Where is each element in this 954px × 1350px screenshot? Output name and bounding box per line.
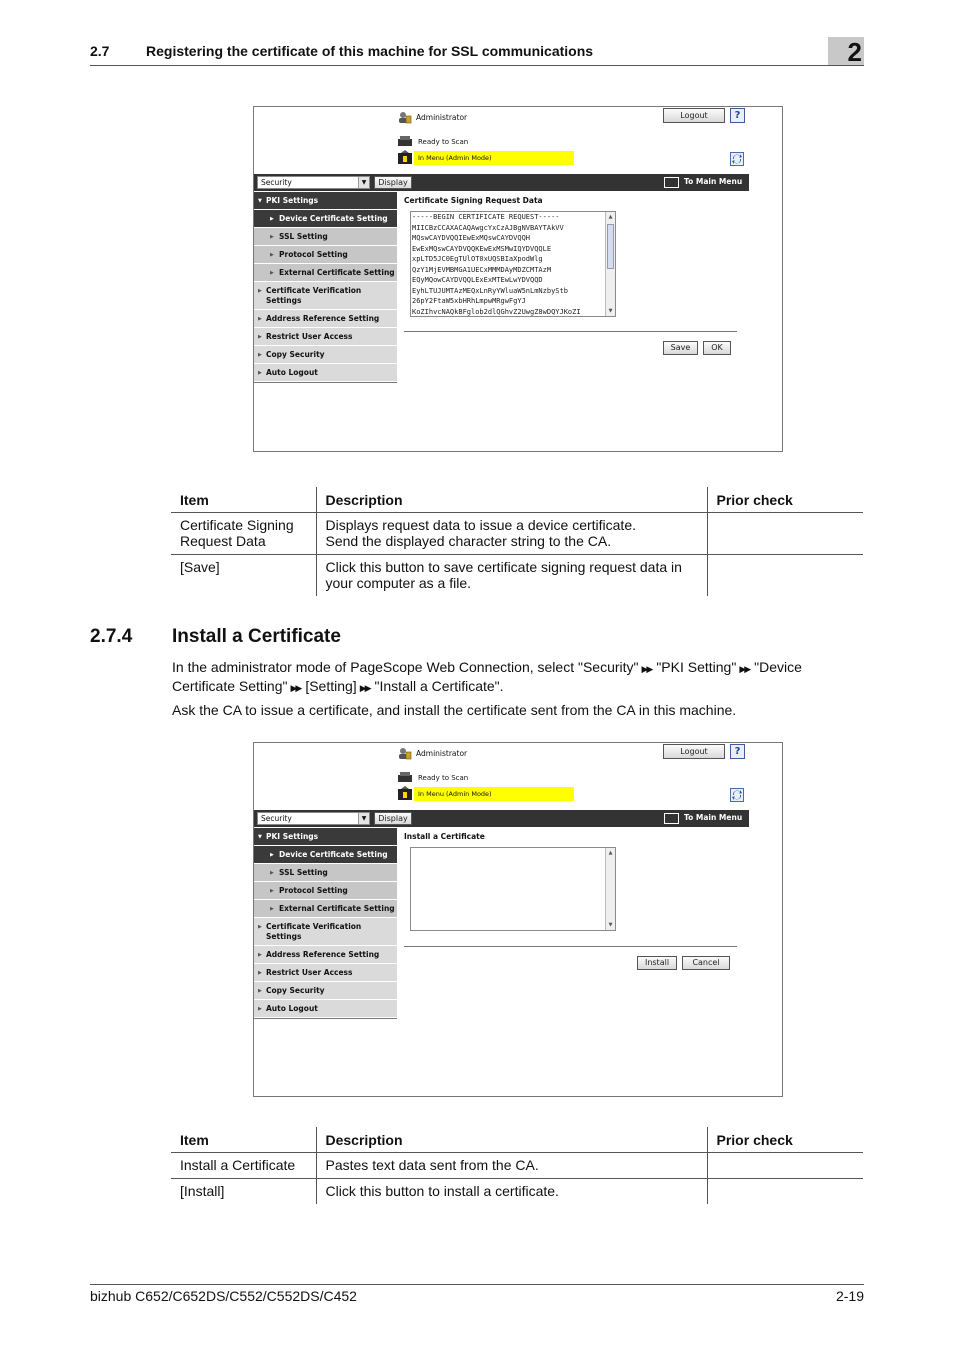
item-text: [Save]	[180, 559, 220, 575]
column-header-item: Item	[171, 487, 316, 513]
help-button[interactable]: ?	[730, 108, 745, 123]
description-cell: Pastes text data sent from the CA.	[316, 1153, 707, 1179]
description-cell: Click this button to install a certificate.	[316, 1179, 707, 1205]
menu-copy-security[interactable]: ▶ Copy Security	[254, 346, 397, 364]
device-status-label: Ready to Scan	[418, 774, 469, 782]
screenshot-csr-data	[253, 106, 783, 452]
device-status-label: Ready to Scan	[418, 138, 469, 146]
display-button[interactable]: Display	[374, 812, 412, 825]
chevron-down-icon[interactable]: ▼	[358, 177, 369, 188]
chapter-number-badge: 2	[828, 37, 864, 65]
install-button[interactable]: Install	[637, 956, 677, 970]
mode-status-bar: In Menu (Admin Mode)	[414, 787, 574, 801]
scroll-down-icon[interactable]: ▼	[608, 922, 613, 928]
page-header	[90, 37, 864, 67]
menu-device-certificate-setting[interactable]: ▶ Device Certificate Setting	[254, 846, 397, 864]
csr-line: MQswCAYDVQQIEwExMQswCAYDVQQH	[412, 234, 531, 242]
para-text: Certificate Setting"	[172, 678, 288, 694]
description-table-1	[171, 487, 863, 596]
help-button[interactable]: ?	[730, 744, 745, 759]
csr-line: -----BEGIN CERTIFICATE REQUEST-----	[412, 213, 560, 221]
menu-auto-logout[interactable]: ▶ Auto Logout	[254, 364, 397, 382]
arrow-icon: ▶▶	[641, 664, 652, 674]
footer-page-number: 2-19	[835, 1288, 864, 1304]
column-header-item: Item	[171, 1127, 316, 1153]
instruction-paragraph-2: Ask the CA to issue a certificate, and install the certificate sent from the CA in this machine.	[172, 702, 737, 718]
csr-line: MIICBzCCAXACAQAwgcYxCzAJBgNVBAYTAkVV	[412, 223, 564, 232]
top-navigation-bar	[254, 174, 749, 191]
table-header-row	[171, 487, 863, 513]
top-navigation-bar	[254, 810, 749, 827]
column-header-description: Description	[316, 487, 707, 513]
item-cell: [Install]	[180, 1183, 225, 1199]
csr-data-textarea[interactable]	[410, 211, 616, 317]
menu-protocol-setting[interactable]: ▶ Protocol Setting	[254, 246, 397, 264]
administrator-label: Administrator	[416, 749, 468, 758]
arrow-icon: ▶▶	[290, 683, 301, 693]
ok-button[interactable]: OK	[703, 341, 731, 355]
csr-line: EyhLTUJUMTAzMEQxLnRyYWluaW5nLmNzbyStb	[412, 286, 568, 295]
description-text: Click this button to save certificate signing request data in	[325, 559, 682, 575]
panel-divider	[404, 946, 737, 947]
menu-external-certificate-setting[interactable]: ▶ External Certificate Setting	[254, 900, 397, 918]
refresh-icon[interactable]	[730, 152, 744, 166]
logout-button[interactable]: Logout	[663, 744, 725, 759]
item-cell	[171, 513, 316, 555]
table-row	[171, 555, 863, 597]
side-menu	[254, 828, 397, 1019]
item-cell: Install a Certificate	[171, 1153, 316, 1179]
column-header-prior-check: Prior check	[707, 1127, 863, 1153]
menu-certificate-verification-settings[interactable]: ▶ Certificate Verification Settings	[254, 282, 397, 310]
description-table-2	[171, 1127, 863, 1204]
mode-status-bar: In Menu (Admin Mode)	[414, 151, 574, 165]
menu-pki-settings[interactable]: ▼ PKI Settings	[254, 192, 397, 210]
scroll-up-icon[interactable]: ▲	[608, 214, 613, 220]
menu-external-certificate-setting[interactable]: ▶ External Certificate Setting	[254, 264, 397, 282]
para-text: In the administrator mode of PageScope Web Connection, select "Security"	[172, 659, 639, 675]
menu-restrict-user-access[interactable]: ▶ Restrict User Access	[254, 328, 397, 346]
textarea-scrollbar[interactable]	[605, 848, 615, 930]
side-menu	[254, 192, 397, 383]
section-title: Install a Certificate	[172, 626, 341, 647]
table-row	[171, 1153, 863, 1179]
arrow-icon: ▶▶	[739, 664, 750, 674]
prior-check-cell	[707, 513, 863, 555]
para-text: [Setting]	[305, 678, 357, 694]
scroll-up-icon[interactable]: ▲	[608, 850, 613, 856]
scroll-down-icon[interactable]: ▼	[608, 308, 613, 314]
administrator-icon	[398, 746, 412, 760]
description-cell	[316, 513, 707, 555]
csr-line: KoZIhvcNAQkBFglob2dlQGhvZ2UwgZ8wDQYJKoZI	[412, 307, 581, 316]
category-select[interactable]	[257, 812, 370, 825]
csr-line: 26pY2FtaW5xbHRhLmpwMRgwFgYJ	[412, 297, 526, 305]
header-title: Registering the certificate of this machine for SSL communications	[146, 43, 594, 59]
item-text: Certificate Signing	[180, 517, 294, 533]
main-menu-icon[interactable]	[664, 813, 679, 824]
description-text: Send the displayed character string to the CA.	[325, 533, 612, 549]
header-section-number: 2.7	[90, 43, 110, 59]
table-row	[171, 1179, 863, 1205]
menu-copy-security[interactable]: ▶ Copy Security	[254, 982, 397, 1000]
menu-address-reference-setting[interactable]: ▶ Address Reference Setting	[254, 310, 397, 328]
column-header-description: Description	[316, 1127, 707, 1153]
panel-title: Certificate Signing Request Data	[404, 196, 543, 205]
mode-status-icon	[397, 786, 413, 801]
item-cell	[171, 555, 316, 597]
para-text: "PKI Setting"	[656, 659, 737, 675]
menu-device-certificate-setting[interactable]: ▶ Device Certificate Setting	[254, 210, 397, 228]
to-main-menu-link[interactable]: To Main Menu	[684, 813, 743, 822]
description-text: your computer as a file.	[325, 575, 472, 591]
table-header-row	[171, 1127, 863, 1153]
save-button[interactable]: Save	[663, 341, 698, 355]
category-select[interactable]	[257, 176, 370, 189]
menu-pki-settings[interactable]: ▼ PKI Settings	[254, 828, 397, 846]
panel-title: Install a Certificate	[404, 832, 485, 841]
menu-restrict-user-access[interactable]: ▶ Restrict User Access	[254, 964, 397, 982]
footer-model: bizhub C652/C652DS/C552/C552DS/C452	[90, 1288, 357, 1304]
item-text: Request Data	[180, 533, 266, 549]
prior-check-cell	[707, 1153, 863, 1179]
menu-ssl-setting[interactable]: ▶ SSL Setting	[254, 228, 397, 246]
menu-ssl-setting[interactable]: ▶ SSL Setting	[254, 864, 397, 882]
menu-auto-logout[interactable]: ▶ Auto Logout	[254, 1000, 397, 1018]
description-cell	[316, 555, 707, 597]
csr-line: QzY1MjEVMBMGA1UECxMMMDAyMDZCMTAzM	[412, 265, 552, 274]
column-header-prior-check: Prior check	[707, 487, 863, 513]
menu-protocol-setting[interactable]: ▶ Protocol Setting	[254, 882, 397, 900]
logout-button[interactable]: Logout	[663, 108, 725, 123]
refresh-icon[interactable]	[730, 788, 744, 802]
certificate-textarea[interactable]	[410, 847, 616, 931]
prior-check-cell	[707, 1179, 863, 1205]
prior-check-cell	[707, 555, 863, 597]
administrator-icon	[398, 110, 412, 124]
section-number: 2.7.4	[90, 626, 133, 647]
display-button[interactable]: Display	[374, 176, 412, 189]
page-footer	[90, 1284, 864, 1304]
textarea-scrollbar[interactable]	[605, 212, 615, 316]
printer-status-icon	[397, 771, 413, 783]
menu-address-reference-setting[interactable]: ▶ Address Reference Setting	[254, 946, 397, 964]
screenshot-install-certificate	[253, 742, 783, 1097]
scroll-thumb[interactable]	[607, 224, 614, 269]
table-row	[171, 513, 863, 555]
to-main-menu-link[interactable]: To Main Menu	[684, 177, 743, 186]
cancel-button[interactable]: Cancel	[682, 956, 730, 970]
mode-status-icon	[397, 150, 413, 165]
printer-status-icon	[397, 135, 413, 147]
csr-line: EQyMQowCAYDVQQLExExMTEwLwYDVQQD	[412, 276, 543, 284]
category-select-value: Security	[261, 814, 292, 823]
arrow-icon: ▶▶	[359, 683, 370, 693]
category-select-value: Security	[261, 178, 292, 187]
instruction-paragraph	[172, 659, 862, 697]
panel-divider	[404, 331, 737, 332]
csr-line: EwExMQswCAYDVQQKEwExMSMwIQYDVQQLE	[412, 244, 552, 253]
main-menu-icon[interactable]	[664, 177, 679, 188]
menu-certificate-verification-settings[interactable]: ▶ Certificate Verification Settings	[254, 918, 397, 946]
para-text: "Install a Certificate".	[374, 678, 504, 694]
chevron-down-icon[interactable]: ▼	[358, 813, 369, 824]
para-text: "Device	[754, 659, 802, 675]
csr-line: xpLTD5JC0EgTUlOT0xUQSBIaXpodWlg	[412, 255, 543, 263]
administrator-label: Administrator	[416, 113, 468, 122]
description-text: Displays request data to issue a device certificate.	[325, 517, 636, 533]
